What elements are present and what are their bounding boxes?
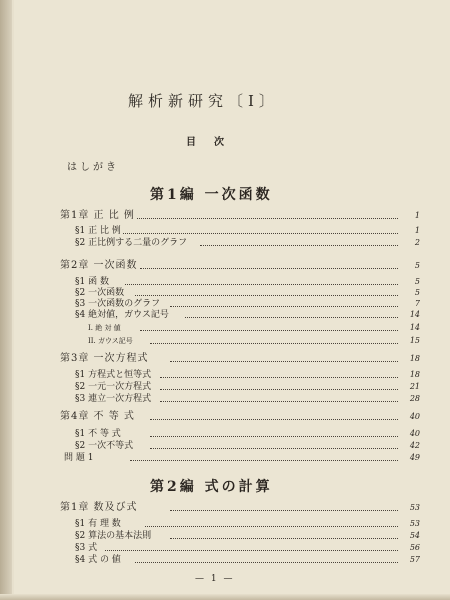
toc-entry-page: 5 bbox=[414, 288, 420, 297]
toc-entry-label: 第2章 一次函数 bbox=[60, 260, 138, 271]
toc-entry-page: 18 bbox=[409, 354, 420, 363]
leader-dots bbox=[200, 245, 398, 246]
toc-entry-chapter bbox=[0, 353, 450, 365]
toc-entry-page: 5 bbox=[414, 261, 420, 270]
toc-entry-label: II. ガウス記号 bbox=[88, 337, 133, 345]
toc-entry-page: 57 bbox=[409, 555, 420, 564]
toc-entry-label: §1 不 等 式 bbox=[75, 429, 121, 439]
toc-entry-section bbox=[0, 381, 450, 393]
toc-entry-section bbox=[0, 237, 450, 249]
leader-dots bbox=[185, 317, 398, 318]
leader-dots bbox=[150, 343, 398, 344]
page-number-footer: — 1 — bbox=[195, 574, 235, 584]
toc-entry-page: 18 bbox=[409, 370, 420, 379]
leader-dots bbox=[140, 268, 398, 269]
toc-entry-label: §2 一元一次方程式 bbox=[75, 382, 152, 392]
leader-dots bbox=[170, 510, 398, 511]
toc-entry-exercise bbox=[0, 452, 450, 464]
toc-heading: 目次 bbox=[186, 137, 242, 148]
toc-entry-section bbox=[0, 518, 450, 530]
toc-entry-page: 1 bbox=[414, 226, 420, 235]
leader-dots bbox=[135, 562, 398, 563]
toc-entry-section bbox=[0, 393, 450, 405]
toc-entry-section bbox=[0, 225, 450, 237]
leader-dots bbox=[150, 436, 398, 437]
toc-entry-chapter bbox=[0, 411, 450, 423]
toc-entry-label: 第3章 一次方程式 bbox=[60, 353, 149, 364]
toc-entry-page: 14 bbox=[409, 310, 420, 319]
leader-dots bbox=[160, 389, 398, 390]
toc-entry-page: 28 bbox=[409, 394, 420, 403]
toc-entry-page: 14 bbox=[409, 323, 420, 332]
toc-entry-label: 第1章 数及び式 bbox=[60, 502, 138, 513]
toc-entry-label: §2 一次函数 bbox=[75, 288, 125, 298]
toc-entry-page: 7 bbox=[414, 299, 420, 308]
toc-entry-page: 15 bbox=[409, 336, 420, 345]
toc-entry-label: §1 正 比 例 bbox=[75, 226, 121, 236]
toc-entry-chapter bbox=[0, 210, 450, 222]
toc-entry-chapter bbox=[0, 260, 450, 272]
toc-entry-page: 40 bbox=[409, 412, 420, 421]
toc-entry-page: 5 bbox=[414, 277, 420, 286]
toc-entry-page: 1 bbox=[414, 211, 420, 220]
toc-entry-label: §2 正比例する二量のグラフ bbox=[75, 238, 188, 248]
toc-entry-section bbox=[0, 428, 450, 440]
leader-dots bbox=[170, 306, 398, 307]
toc-entry-section bbox=[0, 554, 450, 566]
toc-entry-page: 2 bbox=[414, 238, 420, 247]
toc-entry-page: 49 bbox=[409, 453, 420, 462]
preface-entry: はしがき bbox=[67, 162, 119, 173]
leader-dots bbox=[135, 295, 398, 296]
toc-entry-label: §1 有 理 数 bbox=[75, 519, 121, 529]
leader-dots bbox=[160, 401, 398, 402]
leader-dots bbox=[105, 550, 398, 551]
leader-dots bbox=[125, 284, 398, 285]
leader-dots bbox=[130, 460, 398, 461]
toc-entry-subsection bbox=[0, 335, 450, 347]
toc-entry-section bbox=[0, 542, 450, 554]
leader-dots bbox=[145, 526, 398, 527]
toc-entry-label: 第4章 不 等 式 bbox=[60, 411, 135, 422]
toc-entry-label: §2 一次不等式 bbox=[75, 441, 134, 451]
toc-entry-section bbox=[0, 440, 450, 452]
toc-entry-label: 問 題 1 bbox=[64, 453, 94, 463]
toc-entry-label: §3 連立一次方程式 bbox=[75, 394, 152, 404]
leader-dots bbox=[140, 330, 398, 331]
toc-entry-subsection bbox=[0, 322, 450, 334]
toc-entry-page: 40 bbox=[409, 429, 420, 438]
leader-dots bbox=[170, 538, 398, 539]
part-heading-2: 第2編 式の計算 bbox=[150, 479, 273, 495]
book-title: 解析新研究〔I〕 bbox=[128, 92, 279, 110]
toc-entry-label: §2 算法の基本法則 bbox=[75, 531, 152, 541]
toc-entry-label: §1 函 数 bbox=[75, 277, 109, 287]
leader-dots bbox=[120, 233, 398, 234]
toc-entry-label: §3 一次函数のグラフ bbox=[75, 299, 161, 309]
toc-entry-page: 42 bbox=[409, 441, 420, 450]
leader-dots bbox=[160, 377, 398, 378]
toc-entry-section bbox=[0, 309, 450, 321]
leader-dots bbox=[150, 419, 398, 420]
toc-entry-chapter bbox=[0, 502, 450, 514]
toc-entry-page: 56 bbox=[409, 543, 420, 552]
toc-entry-label: §1 方程式と恒等式 bbox=[75, 370, 152, 380]
part-heading-1: 第1編 一次函数 bbox=[150, 187, 273, 203]
toc-entry-label: §3 式 bbox=[75, 543, 98, 553]
toc-entry-label: I. 絶 対 値 bbox=[88, 324, 121, 332]
leader-dots bbox=[170, 361, 398, 362]
toc-entry-page: 54 bbox=[409, 531, 420, 540]
toc-entry-page: 53 bbox=[409, 503, 420, 512]
toc-entry-label: §4 式 の 値 bbox=[75, 555, 121, 565]
toc-entry-label: 第1章 正 比 例 bbox=[60, 210, 135, 221]
page-bottom-shadow bbox=[0, 594, 450, 600]
toc-entry-label: §4 絶対値，ガウス記号 bbox=[75, 310, 169, 320]
toc-entry-page: 53 bbox=[409, 519, 420, 528]
toc-entry-section bbox=[0, 369, 450, 381]
leader-dots bbox=[150, 448, 398, 449]
toc-entry-section bbox=[0, 530, 450, 542]
toc-entry-page: 21 bbox=[409, 382, 420, 391]
leader-dots bbox=[130, 218, 398, 219]
